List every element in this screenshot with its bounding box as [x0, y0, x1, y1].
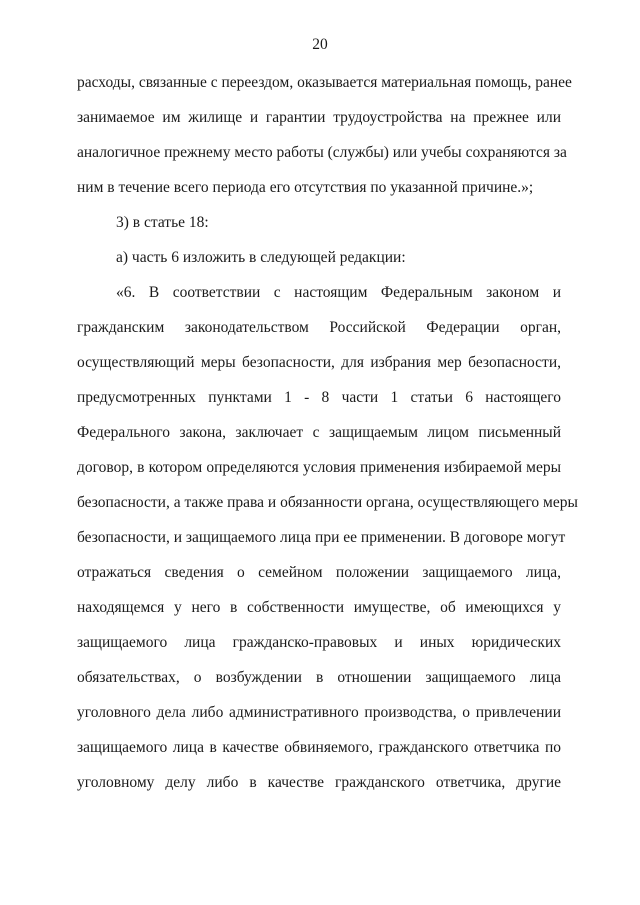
- document-text-line: расходы, связанные с переездом, оказывается материальная помощь, ранее: [77, 74, 572, 91]
- document-text-line: гражданским законодательством Российской Федерации орган,: [77, 319, 561, 336]
- document-text-line: Федерального закона, заключает с защищаемым лицом письменный: [77, 424, 561, 441]
- page-number: 20: [312, 36, 328, 53]
- document-text-line: находящемся у него в собственности имуществе, об имеющихся у: [77, 599, 561, 616]
- document-text-line: безопасности, и защищаемого лица при ее применении. В договоре могут: [77, 529, 566, 546]
- document-text-line: уголовному делу либо в качестве гражданского ответчика, другие: [77, 774, 561, 791]
- document-text-line: занимаемое им жилище и гарантии трудоустройства на прежнее или: [77, 109, 561, 126]
- document-text-line: осуществляющий меры безопасности, для избрания мер безопасности,: [77, 354, 561, 371]
- document-text-line: уголовного дела либо административного производства, о привлечении: [77, 704, 561, 721]
- document-text-line: защищаемого лица гражданско-правовых и иных юридических: [77, 634, 561, 651]
- document-text-line: отражаться сведения о семейном положении защищаемого лица,: [77, 564, 561, 581]
- document-text-line: аналогичное прежнему место работы (службы) или учебы сохраняются за: [77, 144, 567, 161]
- document-text-line: договор, в котором определяются условия применения избираемой меры: [77, 459, 561, 476]
- document-text-line: предусмотренных пунктами 1 - 8 части 1 статьи 6 настоящего: [77, 389, 561, 406]
- document-text-line: а) часть 6 изложить в следующей редакции:: [116, 249, 406, 266]
- document-text-line: 3) в статье 18:: [116, 214, 209, 231]
- document-text-line: обязательствах, о возбуждении в отношении защищаемого лица: [77, 669, 561, 686]
- document-text-line: «6. В соответствии с настоящим Федеральным законом и: [116, 284, 561, 301]
- document-text-line: ним в течение всего периода его отсутствия по указанной причине.»;: [77, 179, 534, 196]
- document-text-line: защищаемого лица в качестве обвиняемого, гражданского ответчика по: [77, 739, 561, 756]
- document-text-line: безопасности, а также права и обязанности органа, осуществляющего меры: [77, 494, 578, 511]
